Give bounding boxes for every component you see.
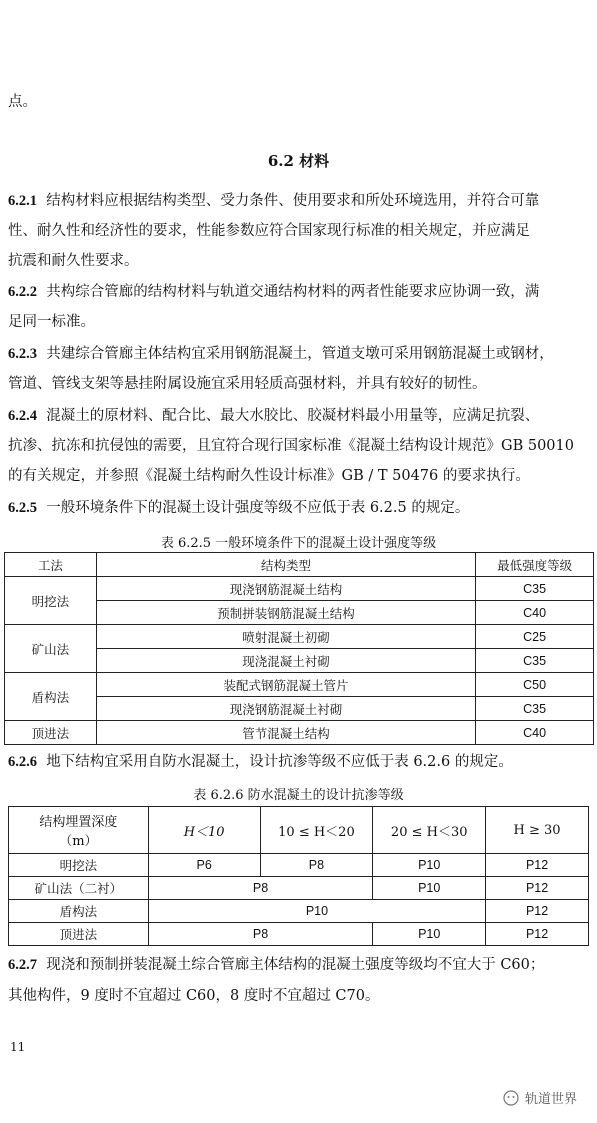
grade-cell: P12 xyxy=(486,854,589,877)
grade-cell: P6 xyxy=(148,854,260,877)
clause-number: 6.2.2 xyxy=(8,284,37,300)
clause-number: 6.2.1 xyxy=(8,193,37,209)
clause-number: 6.2.7 xyxy=(8,957,37,973)
grade-cell: P12 xyxy=(486,900,589,923)
clause-number: 6.2.5 xyxy=(8,500,37,516)
method-cell: 明挖法 xyxy=(9,854,149,877)
paragraph-6-2-1-line-1 xyxy=(8,191,539,211)
paragraph-text: 结构材料应根据结构类型、受力条件、使用要求和所处环境选用，并符合可靠 xyxy=(46,193,540,209)
method-cell: 顶进法 xyxy=(5,721,97,745)
grade-cell: C35 xyxy=(476,649,594,673)
table-header-row xyxy=(9,807,589,854)
grade-cell: P12 xyxy=(486,877,589,900)
paragraph-6-2-4-line-3: 的有关规定，并参照《混凝土结构耐久性设计标准》GB / T 50476 的要求执行。 xyxy=(8,468,530,484)
grade-cell: C25 xyxy=(476,625,594,649)
paragraph-6-2-7-line-1 xyxy=(8,955,544,975)
structure-cell: 现浇钢筋混凝土衬砌 xyxy=(96,697,475,721)
depth-range-cell: 10 ≤ H＜20 xyxy=(260,807,373,854)
paragraph-6-2-1-line-2: 性、耐久性和经济性的要求，性能参数应符合国家现行标准的相关规定，并应满足 xyxy=(8,223,530,239)
structure-cell: 管节混凝土结构 xyxy=(96,721,475,745)
method-cell: 盾构法 xyxy=(9,900,149,923)
watermark-text: 轨道世界 xyxy=(524,1092,577,1107)
paragraph-text: 共构综合管廊的结构材料与轨道交通结构材料的两者性能要求应协调一致，满 xyxy=(46,284,540,300)
paragraph-text: 现浇和预制拼装混凝土综合管廊主体结构的混凝土强度等级均不宜大于 C60； xyxy=(46,957,545,973)
depth-range-cell: H ≥ 30 xyxy=(486,807,589,854)
table-6-2-5 xyxy=(4,552,594,745)
table-header-row xyxy=(5,553,594,577)
grade-cell: P12 xyxy=(486,923,589,946)
grade-cell: P8 xyxy=(260,854,373,877)
paragraph-6-2-2-line-1 xyxy=(8,282,539,302)
table-6-2-6 xyxy=(8,806,589,946)
table-6-2-6-caption: 表 6.2.6 防水混凝土的设计抗渗等级 xyxy=(193,788,404,803)
paragraph-6-2-7-line-2: 其他构件，9 度时不宜超过 C60，8 度时不宜超过 C70。 xyxy=(8,988,380,1004)
table-6-2-5-caption: 表 6.2.5 一般环境条件下的混凝土设计强度等级 xyxy=(160,536,437,551)
grade-cell: P10 xyxy=(373,923,486,946)
method-cell: 矿山法 xyxy=(5,625,97,673)
paragraph-6-2-3-line-2: 管道、管线支架等悬挂附属设施宜采用轻质高强材料，并具有较好的韧性。 xyxy=(8,376,487,392)
paragraph-6-2-6 xyxy=(8,752,513,772)
page-number: 11 xyxy=(10,1040,26,1054)
grade-cell: C40 xyxy=(476,721,594,745)
paragraph-6-2-2-line-2: 足同一标准。 xyxy=(8,314,95,330)
method-cell: 顶进法 xyxy=(9,923,149,946)
header-label: 结构埋置深度 xyxy=(39,815,118,830)
grade-cell: C35 xyxy=(476,697,594,721)
structure-cell: 现浇混凝土衬砌 xyxy=(96,649,475,673)
structure-cell: 预制拼装钢筋混凝土结构 xyxy=(96,601,475,625)
depth-header-cell xyxy=(9,807,149,854)
method-cell: 明挖法 xyxy=(5,577,97,625)
depth-range-cell: H＜10 xyxy=(148,807,260,854)
method-cell: 盾构法 xyxy=(5,673,97,721)
clause-number: 6.2.3 xyxy=(8,346,37,362)
paragraph-6-2-1-line-3: 抗震和耐久性要求。 xyxy=(8,253,139,269)
table-row xyxy=(9,900,589,923)
paragraph-6-2-4-line-1 xyxy=(8,406,539,426)
header-cell: 结构类型 xyxy=(96,553,475,577)
section-heading: 6.2 材料 xyxy=(267,152,330,170)
table-row xyxy=(9,877,589,900)
method-cell: 矿山法（二衬） xyxy=(9,877,149,900)
grade-cell: P10 xyxy=(373,877,486,900)
depth-range-cell: 20 ≤ H＜30 xyxy=(373,807,486,854)
grade-cell: P8 xyxy=(148,923,373,946)
paragraph-text: 共建综合管廊主体结构宜采用钢筋混凝土，管道支墩可采用钢筋混凝土或钢材， xyxy=(46,346,554,362)
clause-number: 6.2.4 xyxy=(8,408,37,424)
table-row xyxy=(5,673,594,697)
header-unit: （m） xyxy=(59,834,98,849)
clause-number: 6.2.6 xyxy=(8,754,37,770)
grade-cell: P10 xyxy=(373,854,486,877)
wechat-icon xyxy=(503,1090,519,1106)
header-cell: 工法 xyxy=(5,553,97,577)
grade-cell: C50 xyxy=(476,673,594,697)
paragraph-text: 混凝土的原材料、配合比、最大水胶比、胶凝材料最小用量等，应满足抗裂、 xyxy=(46,408,540,424)
table-row xyxy=(9,854,589,877)
grade-cell: P10 xyxy=(148,900,485,923)
paragraph-6-2-4-line-2: 抗渗、抗冻和抗侵蚀的需要，且宜符合现行国家标准《混凝土结构设计规范》GB 50010 xyxy=(8,438,574,454)
structure-cell: 喷射混凝土初砌 xyxy=(96,625,475,649)
table-row xyxy=(5,577,594,601)
table-row xyxy=(5,721,594,745)
continued-text: 点。 xyxy=(8,94,37,110)
grade-cell: C35 xyxy=(476,577,594,601)
grade-cell: C40 xyxy=(476,601,594,625)
paragraph-6-2-3-line-1 xyxy=(8,344,554,364)
header-cell: 最低强度等级 xyxy=(476,553,594,577)
structure-cell: 装配式钢筋混凝土管片 xyxy=(96,673,475,697)
table-row xyxy=(5,625,594,649)
grade-cell: P8 xyxy=(148,877,373,900)
paragraph-text: 地下结构宜采用自防水混凝土，设计抗渗等级不应低于表 6.2.6 的规定。 xyxy=(46,754,513,770)
watermark xyxy=(503,1088,577,1107)
paragraph-text: 一般环境条件下的混凝土设计强度等级不应低于表 6.2.5 的规定。 xyxy=(46,500,470,516)
structure-cell: 现浇钢筋混凝土结构 xyxy=(96,577,475,601)
table-row xyxy=(9,923,589,946)
paragraph-6-2-5 xyxy=(8,498,469,518)
